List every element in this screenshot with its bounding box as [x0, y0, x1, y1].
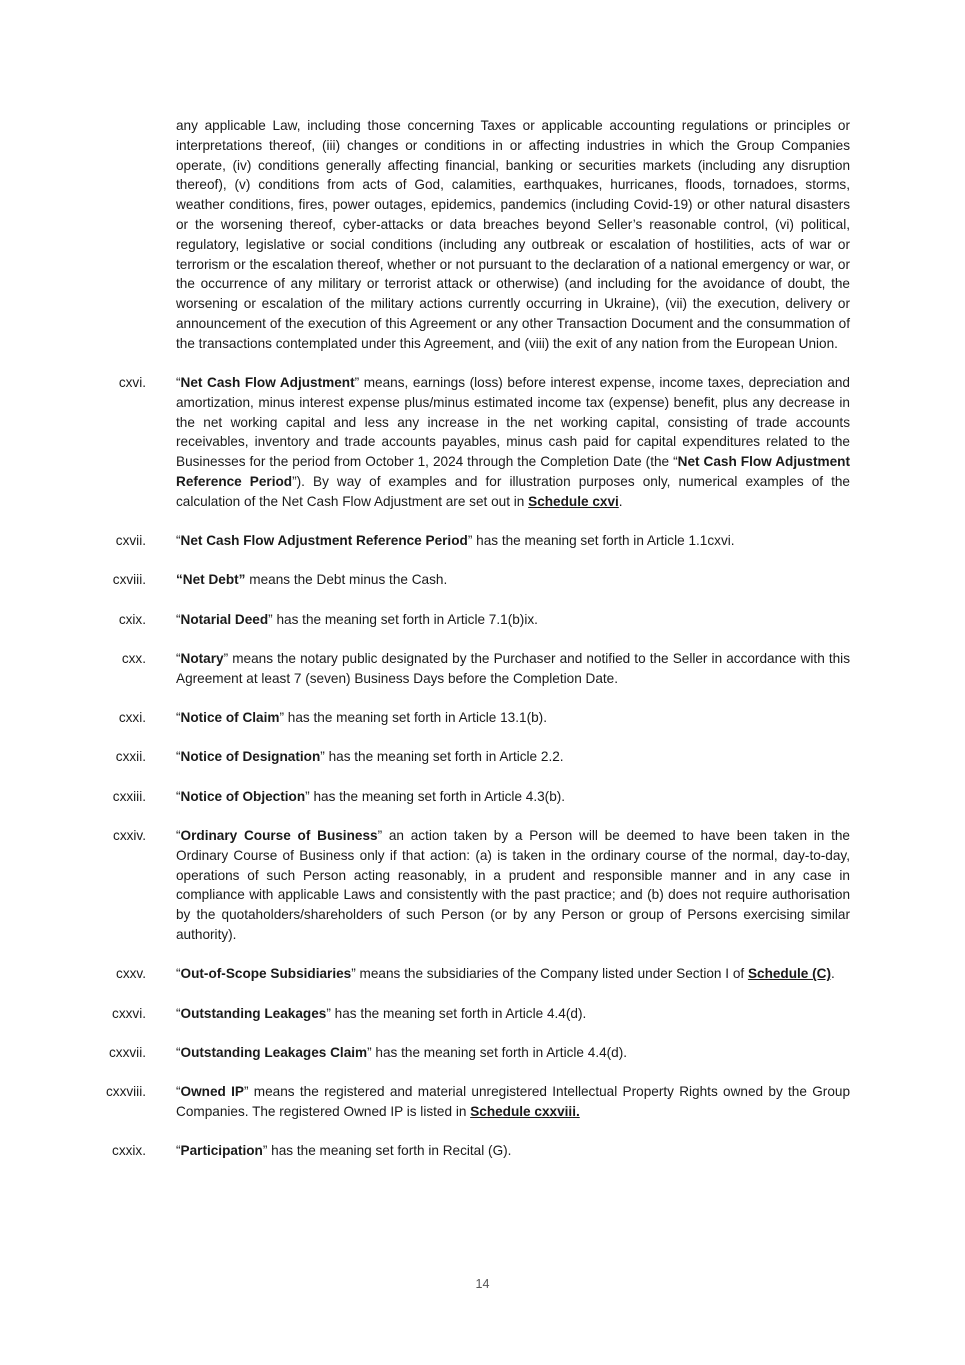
definition-text	[176, 826, 850, 945]
definition-text	[176, 1004, 850, 1024]
definition-number: cxix.	[118, 611, 146, 627]
definition-number: cxxiv.	[113, 828, 146, 844]
defined-term: Net Cash Flow Adjustment Reference Period	[176, 454, 850, 490]
definition-number: cxxviii.	[105, 1084, 146, 1100]
definition-number: cxxv.	[116, 966, 146, 982]
definition-tail: .	[618, 493, 623, 509]
open-quote: “	[176, 1044, 181, 1060]
definition-item	[98, 570, 850, 590]
definition-text	[176, 649, 850, 689]
open-quote: “	[176, 375, 181, 391]
definition-item	[98, 1082, 850, 1122]
schedule-reference: Schedule cxxviii.	[470, 1103, 580, 1119]
open-quote: “	[176, 1005, 181, 1021]
definition-number: cxvi.	[118, 375, 146, 391]
definition-item	[98, 531, 850, 551]
open-quote: “	[176, 788, 181, 804]
definition-item	[98, 708, 850, 728]
definition-number: cxxi.	[118, 710, 146, 726]
definition-text	[176, 610, 850, 630]
defined-term: Ordinary Course of Business	[180, 828, 378, 844]
definition-body: means the Debt minus the Cash.	[245, 572, 448, 588]
definition-item	[98, 1043, 850, 1063]
document-body	[98, 116, 850, 1161]
definition-item	[98, 747, 850, 767]
open-quote: “	[176, 1143, 181, 1159]
definition-text	[176, 373, 850, 512]
defined-term: Net Cash Flow Adjustment	[180, 375, 355, 391]
defined-term: “Net Debt”	[176, 572, 246, 588]
definition-body: ” has the meaning set forth in Article 4.4(d).	[367, 1044, 628, 1060]
definition-item	[98, 1004, 850, 1024]
page-number: 14	[475, 1277, 490, 1291]
definition-item	[98, 787, 850, 807]
definition-number: cxxii.	[115, 749, 146, 765]
definition-item	[98, 610, 850, 630]
definition-text	[176, 708, 850, 728]
definition-body: ” has the meaning set forth in Article 13.1(b).	[279, 710, 547, 726]
definition-item	[98, 649, 850, 689]
open-quote: “	[176, 966, 181, 982]
definition-text	[176, 1141, 850, 1161]
defined-term: Out-of-Scope Subsidiaries	[180, 966, 352, 982]
definition-body: ” has the meaning set forth in Article 4.4(d).	[326, 1005, 587, 1021]
definition-text	[176, 787, 850, 807]
definition-number: cxxvi.	[112, 1005, 146, 1021]
definition-body: ” means, earnings (loss) before interest expense, income taxes, depreciation and amortization, minus interest expense plus/minus estimated income tax (expense) benefit, plus any decrease in the net working capital and less any increase in the net working capital, consisting of trade accounts receivables, inventory and trade accounts payables, minus cash paid for capital expenditures related to the Businesses for the period from October 1, 2024 through the Completion Date (the “	[176, 375, 850, 470]
definition-body: ” means the notary public designated by the Purchaser and notified to the Seller in accordance with this Agreement at least 7 (seven) Business Days before the Completion Date.	[176, 651, 850, 686]
definition-body: ” has the meaning set forth in Article 7.1(b)ix.	[268, 611, 538, 627]
open-quote: “	[176, 533, 181, 549]
definition-number: cxviii.	[112, 572, 146, 588]
definition-item	[98, 964, 850, 984]
schedule-reference: Schedule cxvi	[528, 493, 619, 509]
schedule-reference: Schedule (C)	[747, 966, 832, 982]
definition-body: ”). By way of examples and for illustration purposes only, numerical examples of the calculation of the Net Cash Flow Adjustment are set out in	[176, 474, 850, 509]
definition-body: ” has the meaning set forth in Recital (G).	[262, 1143, 512, 1159]
open-quote: “	[176, 651, 181, 667]
defined-term: Notice of Objection	[180, 788, 306, 804]
definition-body: ” means the registered and material unregistered Intellectual Property Rights owned by the Group Companies. The registered Owned IP is listed in	[176, 1084, 851, 1119]
definition-body: ” has the meaning set forth in Article 2.2.	[320, 749, 564, 765]
defined-term: Notary	[180, 651, 224, 667]
definition-item	[98, 1141, 850, 1161]
defined-term: Outstanding Leakages Claim	[180, 1044, 368, 1060]
definition-number: cxvii.	[115, 533, 146, 549]
definition-number: cxxix.	[112, 1143, 146, 1159]
definition-text	[176, 1043, 850, 1063]
open-quote: “	[176, 828, 181, 844]
defined-term: Participation	[180, 1143, 263, 1159]
defined-term: Notice of Designation	[180, 749, 321, 765]
definition-item	[98, 373, 850, 512]
definition-item	[98, 826, 850, 945]
open-quote: “	[176, 749, 181, 765]
definition-body: ” an action taken by a Person will be deemed to have been taken in the Ordinary Course of Business only if that action: (a) is taken in the ordinary course of the normal, day-to-day, operations of such Person acting reasonably, in a prudent and responsible manner and in any case in compliance with applicable Laws and consistently with the past practice; and (b) does not require authorisation by the quotaholders/shareholders of such Person (or by any Person or group of Persons exercising similar authority).	[176, 828, 850, 942]
open-quote: “	[176, 710, 181, 726]
definition-tail: .	[831, 966, 835, 982]
defined-term: Owned IP	[180, 1084, 244, 1100]
defined-term: Net Cash Flow Adjustment Reference Period	[180, 533, 468, 549]
definition-body: ” has the meaning set forth in Article 4.3(b).	[305, 788, 566, 804]
definition-number: cxxiii.	[112, 788, 146, 804]
definition-text	[176, 964, 850, 984]
definition-body: ” means the subsidiaries of the Company listed under Section I of	[351, 966, 748, 982]
definition-number: cxxvii.	[108, 1044, 146, 1060]
definition-text	[176, 747, 850, 767]
defined-term: Outstanding Leakages	[180, 1005, 327, 1021]
definition-text	[176, 1082, 850, 1122]
open-quote: “	[176, 611, 181, 627]
intro-paragraph: any applicable Law, including those concerning Taxes or applicable accounting regulations or principles or interpretations thereof, (iii) changes or conditions in or affecting industries in which the Group Companies operate, (iv) conditions generally affecting financial, banking or securities markets (including any disruption thereof), (v) conditions from acts of God, calamities, earthquakes, hurricanes, floods, tornadoes, storms, weather conditions, fires, power outages, epidemics, pandemics (including Covid-19) or other natural disasters or the worsening thereof, cyber-attacks or data breaches beyond Seller’s reasonable control, (vi) political, regulatory, legislative or social conditions (including any outbreak or escalation of hostilities, acts of war or terrorism or the escalation thereof, whether or not pursuant to the declaration of a national emergency or war, or the occurrence of any military or terrorist attack or otherwise) (and including for the avoidance of doubt, the worsening or escalation of the military actions currently occurring in Ukraine), (vii) the execution, delivery or announcement of the execution of this Agreement or any other Transaction Document and the consummation of the transactions contemplated under this Agreement, and (viii) the exit of any nation from the European Union.	[176, 118, 850, 351]
definition-number: cxx.	[121, 651, 146, 667]
definition-text	[176, 531, 850, 551]
definition-body: ” has the meaning set forth in Article 1.1cxvi.	[467, 533, 735, 549]
definition-text	[176, 570, 850, 590]
open-quote: “	[176, 1084, 181, 1100]
defined-term: Notice of Claim	[180, 710, 280, 726]
defined-term: Notarial Deed	[180, 611, 269, 627]
